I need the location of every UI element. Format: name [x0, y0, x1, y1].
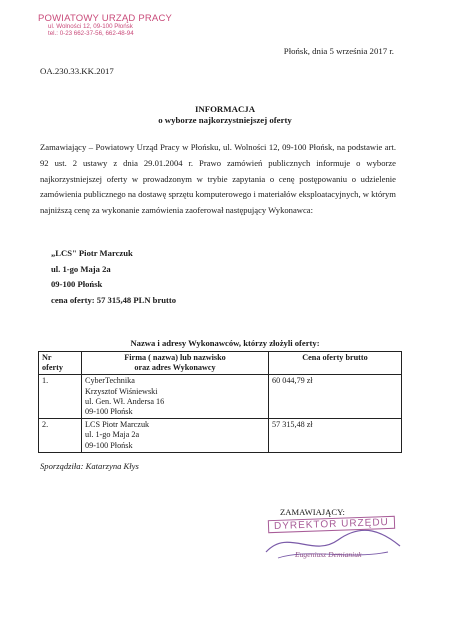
offers-table: [38, 351, 402, 453]
winner-price: cena oferty: 57 315,48 PLN brutto: [51, 294, 177, 305]
firm-line: ul. 1-go Maja 2a: [85, 430, 140, 440]
firm-line: CyberTechnika: [85, 376, 135, 386]
winner-block: [51, 246, 176, 308]
row-firm: [82, 375, 269, 419]
stamp-phone: tel.: 0-23 662-37-56, 662-48-94: [48, 30, 134, 38]
row-firm: [82, 419, 269, 453]
firm-line: 09-100 Płońsk: [85, 440, 133, 450]
row-price: 60 044,79 zł: [269, 375, 402, 419]
body-paragraph: Zamawiający – Powiatowy Urząd Pracy w Płońsku, ul. Wolności 12, 09-100 Płońsk, na podstawie art. 92 ust. 2 ustawy z dnia 29.01.2004 r. Prawo zamówień publicznych informuje o wyborze najkorzystniejszej oferty w prowadzonym w trybie zapytania o cenę postępowaniu o udzielenie zamówienia publicznego na dostawę sprzętu komputerowego i materiałów eksploatacyjnych, w którym najniższą cenę za wykonanie zamówienia zaoferował następujący Wykonawca:: [40, 142, 396, 216]
winner-city: 09-100 Płońsk: [51, 279, 103, 290]
table-row: [39, 419, 402, 453]
firm-line: 09-100 Płońsk: [85, 407, 133, 417]
stamp-address: ul. Wolności 12, 09-100 Płońsk: [48, 23, 133, 31]
header-firm-line1: Firma ( nazwa) lub nazwisko: [124, 353, 226, 362]
stamp-office-name: POWIATOWY URZĄD PRACY: [38, 13, 173, 24]
header-price: Cena oferty brutto: [269, 352, 402, 375]
row-nr: 2.: [39, 419, 82, 453]
prepared-by: Sporządziła: Katarzyna Kłys: [40, 461, 139, 471]
firm-line: LCS Piotr Marczuk: [85, 420, 150, 430]
signatory-name: Eugeniusz Demianiuk: [295, 550, 362, 559]
place-date: Płońsk, dnia 5 września 2017 r.: [283, 46, 394, 56]
firm-line: ul. Gen. Wł. Andersa 16: [85, 396, 165, 406]
firm-line: Krzysztof Wiśniewski: [85, 386, 158, 396]
header-nr-line2: oferty: [42, 363, 63, 373]
table-header-row: [39, 352, 402, 375]
header-nr: [39, 352, 82, 375]
winner-street: ul. 1-go Maja 2a: [51, 263, 111, 274]
table-row: [39, 375, 402, 419]
director-stamp: DYREKTOR URZĘDU: [268, 516, 395, 533]
row-nr: 1.: [39, 375, 82, 419]
winner-name: „LCS" Piotr Marczuk: [51, 248, 133, 258]
office-stamp: [38, 14, 172, 38]
table-title: Nazwa i adresy Wykonawców, którzy złożyli oferty:: [130, 338, 320, 348]
document-title: INFORMACJA: [194, 104, 256, 114]
header-nr-line1: Nr: [42, 353, 52, 362]
signature-label: ZAMAWIAJĄCY:: [280, 507, 345, 517]
row-price: 57 315,48 zł: [269, 419, 402, 453]
reference-number: OA.230.33.KK.2017: [40, 66, 114, 76]
document-subtitle: o wyborze najkorzystniejszej oferty: [158, 115, 292, 125]
header-firm-line2: oraz adres Wykonawcy: [134, 363, 216, 373]
header-firm: [82, 352, 269, 375]
